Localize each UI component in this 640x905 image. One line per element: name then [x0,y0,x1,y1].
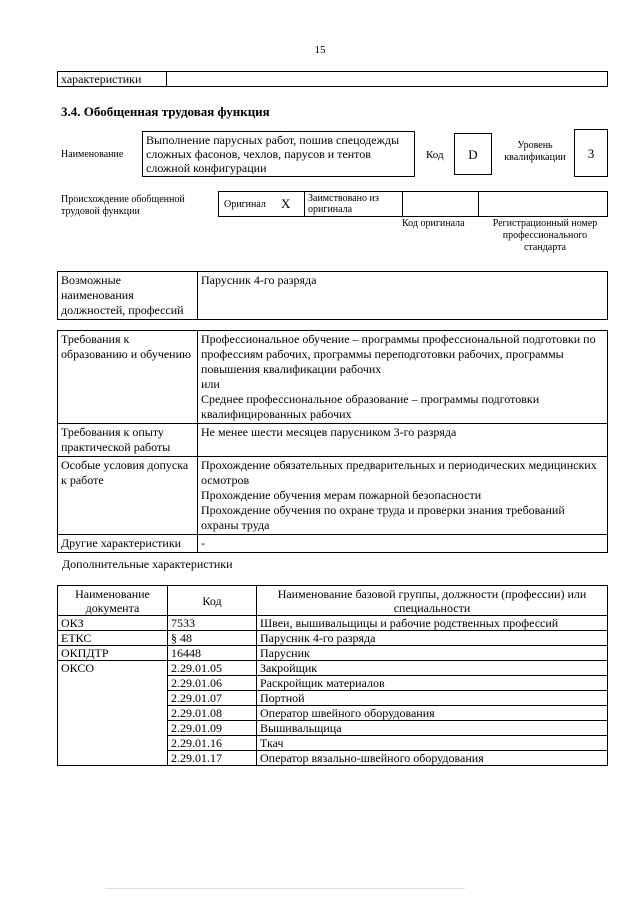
row-code: 7533 [168,616,257,631]
requirements-table [57,330,608,553]
level-label: Уровень квалификации [504,140,566,163]
extra-table [57,585,608,766]
req-line: Прохождение обязательных предварительных и периодических медицинских осмотров [201,458,597,487]
req-value [198,535,608,553]
req-label: Особые условия допуска к работе [58,457,198,535]
level-box [574,129,608,177]
code-original-cell [402,192,479,216]
header-doc: Наименование документа [58,586,168,616]
req-value [198,331,608,424]
row-code: 2.29.01.16 [168,736,257,751]
table-row [58,646,608,661]
req-line: Прохождение обучения мерам пожарной безопасности [201,488,482,502]
row-name: Оператор вязально-швейного оборудования [257,751,608,766]
row-code: 2.29.01.05 [168,661,257,676]
code-value: D [468,147,478,162]
borrowed-label: Заимствовано из оригинала [308,193,379,215]
row-doc: ОКПДТР [58,646,168,661]
reg-number-label: Регистрационный номер профессионального стандарта [492,218,598,253]
req-line: Прохождение обучения по охране труда и проверки знания требований охраны труда [201,503,565,532]
header-code: Код [168,586,257,616]
req-line: или [201,377,220,391]
header-name: Наименование базовой группы, должности (профессии) или специальности [257,586,608,616]
row-name: Ткач [257,736,608,751]
req-value [198,457,608,535]
row-name: Портной [257,691,608,706]
row-code: 2.29.01.07 [168,691,257,706]
original-label: Оригинал [224,199,266,210]
positions-label: Возможные наименования должностей, профессий [58,272,198,320]
positions-value: Парусник 4-го разряда [198,272,608,320]
positions-table [57,271,608,320]
row-code: 2.29.01.06 [168,676,257,691]
row-name: Швеи, вышивальщицы и рабочие родственных профессий [257,616,608,631]
row-name: Вышивальщица [257,721,608,736]
row-code: 2.29.01.08 [168,706,257,721]
row-name: Закройщик [257,661,608,676]
code-label: Код [426,149,444,161]
req-value [198,424,608,457]
extra-title: Дополнительные характеристики [62,557,233,571]
req-line: Профессиональное обучение – программы профессиональной подготовки по профессиям рабочих, программы переподготовки рабочих, программы повышения квалификации рабочих [201,332,596,376]
req-label: Другие характеристики [58,535,198,553]
row-doc: ОКЗ [58,616,168,631]
row-doc: ОКСО [58,661,168,766]
row-name: Раскройщик материалов [257,676,608,691]
code-original-label: Код оригинала [402,218,465,229]
function-name-value: Выполнение парусных работ, пошив спецодежды сложных фасонов, чехлов, парусов и тентов сложной конфигурации [146,133,400,175]
scan-artifact-line [105,888,465,889]
name-label: Наименование [61,149,124,160]
req-line: Среднее профессиональное образование – программы подготовки квалифицированных рабочих [201,392,540,421]
original-mark: X [281,196,291,211]
req-line: Не менее шести месяцев парусником 3-го разряда [201,425,457,439]
row-name: Оператор швейного оборудования [257,706,608,721]
row-code: 16448 [168,646,257,661]
table-row [58,661,608,676]
top-row-label: характеристики [58,72,167,87]
code-box [454,133,492,175]
req-label: Требования к образованию и обучению [58,331,198,424]
req-line: - [201,536,205,550]
top-row-value [167,72,608,87]
origin-box [218,191,608,217]
top-continuation-table [57,71,608,87]
row-code: 2.29.01.09 [168,721,257,736]
level-value: 3 [587,146,595,161]
req-label: Требования к опыту практической работы [58,424,198,457]
page-number: 15 [314,44,326,56]
original-cell [219,192,305,216]
table-row [58,631,608,646]
row-code: 2.29.01.17 [168,751,257,766]
section-title: 3.4. Обобщенная трудовая функция [61,104,270,119]
function-name-box [142,131,415,177]
row-name: Парусник [257,646,608,661]
table-row [58,616,608,631]
row-name: Парусник 4-го разряда [257,631,608,646]
origin-label: Происхождение обобщенной трудовой функции [61,194,185,217]
row-doc: ЕТКС [58,631,168,646]
row-code: § 48 [168,631,257,646]
